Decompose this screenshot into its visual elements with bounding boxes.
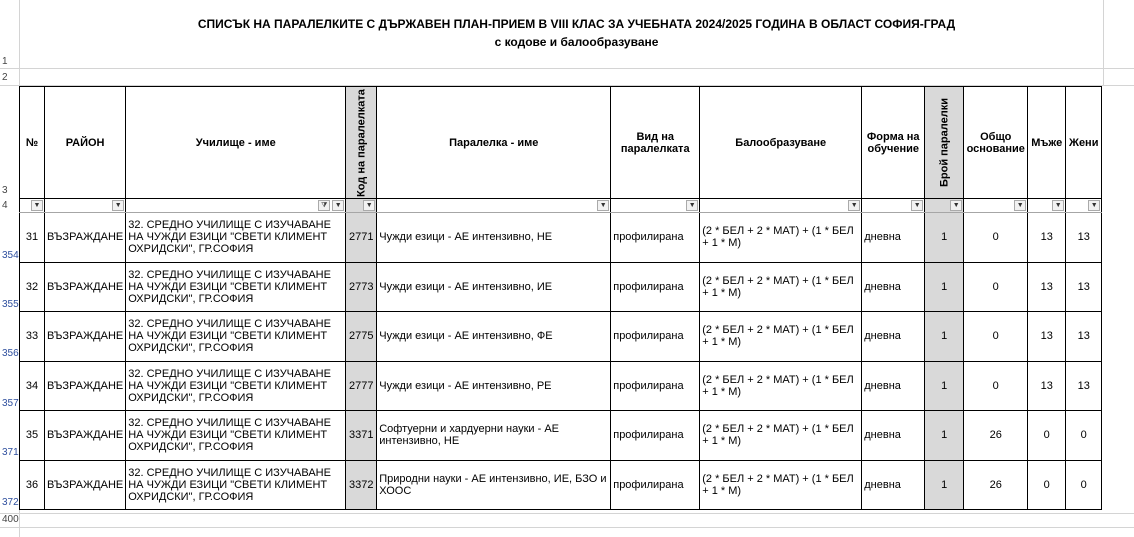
header-school[interactable]: Училище - име [126,87,346,199]
cell-general[interactable]: 0 [964,361,1028,411]
cell-form[interactable]: дневна [862,312,925,362]
cell-count[interactable]: 1 [925,213,964,263]
header-general[interactable]: Общо основание [964,87,1028,199]
cell-general[interactable]: 0 [964,262,1028,312]
header-female[interactable]: Жени [1066,87,1102,199]
filter-dropdown-icon[interactable]: ▼ [597,200,609,211]
filter-cell [925,199,964,213]
cell-type[interactable]: профилирана [611,213,700,263]
cell-class-name[interactable]: Чужди езици - АЕ интензивно, ИЕ [377,262,611,312]
cell-class-name[interactable]: Природни науки - АЕ интензивно, ИЕ, БЗО и ХООС [377,460,611,510]
cell-school[interactable]: 32. СРЕДНО УЧИЛИЩЕ С ИЗУЧАВАНЕ НА ЧУЖДИ ЕЗИЦИ "СВЕТИ КЛИМЕНТ ОХРИДСКИ", ГР.СОФИЯ [126,411,346,461]
cell-no[interactable]: 36 [20,460,45,510]
row-number[interactable]: 355 [2,299,19,310]
row-number[interactable]: 354 [2,250,19,261]
cell-female[interactable]: 13 [1066,312,1102,362]
filter-dropdown-icon[interactable]: ▼ [950,200,962,211]
filter-row [20,199,1102,213]
filter-cell [1028,199,1066,213]
cell-school[interactable]: 32. СРЕДНО УЧИЛИЩЕ С ИЗУЧАВАНЕ НА ЧУЖДИ ЕЗИЦИ "СВЕТИ КЛИМЕНТ ОХРИДСКИ", ГР.СОФИЯ [126,460,346,510]
gridline [0,513,1134,514]
filter-dropdown-icon[interactable]: ▼ [1052,200,1064,211]
cell-male[interactable]: 13 [1028,213,1066,263]
cell-district[interactable]: ВЪЗРАЖДАНЕ [45,213,126,263]
filter-dropdown-icon[interactable]: ▼ [1014,200,1026,211]
cell-district[interactable]: ВЪЗРАЖДАНЕ [45,361,126,411]
filter-cell [126,199,346,213]
cell-female[interactable]: 13 [1066,213,1102,263]
filter-cell [964,199,1028,213]
cell-general[interactable]: 0 [964,312,1028,362]
header-type[interactable]: Вид на паралелката [611,87,700,199]
cell-form[interactable]: дневна [862,262,925,312]
cell-count[interactable]: 1 [925,411,964,461]
cell-no[interactable]: 33 [20,312,45,362]
header-district[interactable]: РАЙОН [45,87,126,199]
cell-male[interactable]: 13 [1028,262,1066,312]
filter-cell [45,199,126,213]
cell-form[interactable]: дневна [862,361,925,411]
cell-general[interactable]: 0 [964,213,1028,263]
filter-cell [862,199,925,213]
cell-male[interactable]: 13 [1028,361,1066,411]
cell-female[interactable]: 0 [1066,460,1102,510]
cell-scoring[interactable]: (2 * БЕЛ + 2 * МАТ) + (1 * БЕЛ + 1 * М) [700,312,862,362]
cell-form[interactable]: дневна [862,411,925,461]
cell-school[interactable]: 32. СРЕДНО УЧИЛИЩЕ С ИЗУЧАВАНЕ НА ЧУЖДИ ЕЗИЦИ "СВЕТИ КЛИМЕНТ ОХРИДСКИ", ГР.СОФИЯ [126,262,346,312]
cell-district[interactable]: ВЪЗРАЖДАНЕ [45,262,126,312]
row-number[interactable]: 372 [2,497,19,508]
cell-form[interactable]: дневна [862,460,925,510]
header-count[interactable] [925,87,964,199]
cell-male[interactable]: 13 [1028,312,1066,362]
data-table [19,86,1102,510]
filter-dropdown-icon[interactable]: ▼ [31,200,43,211]
row-number[interactable]: 356 [2,348,19,359]
filter-cell [20,199,45,213]
cell-code[interactable]: 3371 [346,411,377,461]
cell-count[interactable]: 1 [925,312,964,362]
cell-scoring[interactable]: (2 * БЕЛ + 2 * МАТ) + (1 * БЕЛ + 1 * М) [700,262,862,312]
filter-dropdown-icon[interactable]: ▼ [363,200,375,211]
filter-cell [1066,199,1102,213]
cell-class-name[interactable]: Чужди езици - АЕ интензивно, НЕ [377,213,611,263]
cell-female[interactable]: 13 [1066,361,1102,411]
cell-code[interactable]: 2773 [346,262,377,312]
cell-general[interactable]: 26 [964,411,1028,461]
table-row [20,312,1102,362]
table-row [20,460,1102,510]
row-number[interactable]: 4 [2,200,8,211]
gridline [0,527,1134,528]
cell-district[interactable]: ВЪЗРАЖДАНЕ [45,411,126,461]
cell-class-name[interactable]: Софтуерни и хардуерни науки - АЕ интензивно, НЕ [377,411,611,461]
cell-female[interactable]: 0 [1066,411,1102,461]
filter-dropdown-icon[interactable]: ▼ [848,200,860,211]
gridline [0,68,1134,69]
cell-type[interactable]: профилирана [611,262,700,312]
cell-type[interactable]: профилирана [611,312,700,362]
cell-district[interactable]: ВЪЗРАЖДАНЕ [45,312,126,362]
cell-type[interactable]: профилирана [611,460,700,510]
header-form[interactable]: Форма на обучение [862,87,925,199]
header-male[interactable]: Мъже [1028,87,1066,199]
cell-scoring[interactable]: (2 * БЕЛ + 2 * МАТ) + (1 * БЕЛ + 1 * М) [700,460,862,510]
header-code[interactable] [346,87,377,199]
filter-funnel-icon[interactable]: ⧩ [318,200,330,211]
sheet-subtitle: с кодове и балообразуване [494,35,659,49]
cell-count[interactable]: 1 [925,361,964,411]
filter-dropdown-icon[interactable]: ▼ [332,200,344,211]
header-code-label: Код на паралелката [355,88,368,197]
filter-dropdown-icon[interactable]: ▼ [1088,200,1100,211]
row-number[interactable]: 400 [2,514,19,525]
cell-type[interactable]: профилирана [611,411,700,461]
cell-count[interactable]: 1 [925,460,964,510]
cell-school[interactable]: 32. СРЕДНО УЧИЛИЩЕ С ИЗУЧАВАНЕ НА ЧУЖДИ ЕЗИЦИ "СВЕТИ КЛИМЕНТ ОХРИДСКИ", ГР.СОФИЯ [126,361,346,411]
cell-scoring[interactable]: (2 * БЕЛ + 2 * МАТ) + (1 * БЕЛ + 1 * М) [700,213,862,263]
row-number[interactable]: 371 [2,447,19,458]
table-row [20,262,1102,312]
table-row [20,411,1102,461]
row-number[interactable]: 357 [2,398,19,409]
cell-form[interactable]: дневна [862,213,925,263]
header-count-label: Брой паралелки [938,98,951,187]
cell-no[interactable]: 31 [20,213,45,263]
cell-code[interactable]: 2775 [346,312,377,362]
filter-cell [700,199,862,213]
cell-scoring[interactable]: (2 * БЕЛ + 2 * МАТ) + (1 * БЕЛ + 1 * М) [700,411,862,461]
cell-male[interactable]: 0 [1028,411,1066,461]
cell-code[interactable]: 3372 [346,460,377,510]
table-row [20,361,1102,411]
header-scoring[interactable]: Балообразуване [700,87,862,199]
filter-dropdown-icon[interactable]: ▼ [911,200,923,211]
row-number[interactable]: 3 [2,185,8,196]
cell-female[interactable]: 13 [1066,262,1102,312]
header-row [20,87,1102,199]
cell-general[interactable]: 26 [964,460,1028,510]
row-number[interactable]: 2 [2,72,8,83]
cell-no[interactable]: 32 [20,262,45,312]
filter-cell [611,199,700,213]
cell-class-name[interactable]: Чужди езици - АЕ интензивно, РЕ [377,361,611,411]
filter-cell [377,199,611,213]
filter-dropdown-icon[interactable]: ▼ [112,200,124,211]
cell-no[interactable]: 34 [20,361,45,411]
sheet-title: СПИСЪК НА ПАРАЛЕЛКИТЕ С ДЪРЖАВЕН ПЛАН-ПРИЕМ В VIII КЛАС ЗА УЧЕБНАТА 2024/2025 ГОДИНА В ОБЛАСТ СОФИЯ-ГРАД [197,17,956,31]
cell-school[interactable]: 32. СРЕДНО УЧИЛИЩЕ С ИЗУЧАВАНЕ НА ЧУЖДИ ЕЗИЦИ "СВЕТИ КЛИМЕНТ ОХРИДСКИ", ГР.СОФИЯ [126,312,346,362]
cell-type[interactable]: профилирана [611,361,700,411]
table-row [20,213,1102,263]
filter-dropdown-icon[interactable]: ▼ [686,200,698,211]
filter-cell [346,199,377,213]
cell-code[interactable]: 2771 [346,213,377,263]
cell-male[interactable]: 0 [1028,460,1066,510]
cell-school[interactable]: 32. СРЕДНО УЧИЛИЩЕ С ИЗУЧАВАНЕ НА ЧУЖДИ ЕЗИЦИ "СВЕТИ КЛИМЕНТ ОХРИДСКИ", ГР.СОФИЯ [126,213,346,263]
row-number[interactable]: 1 [2,56,8,67]
cell-district[interactable]: ВЪЗРАЖДАНЕ [45,460,126,510]
cell-code[interactable]: 2777 [346,361,377,411]
cell-no[interactable]: 35 [20,411,45,461]
cell-class-name[interactable]: Чужди езици - АЕ интензивно, ФЕ [377,312,611,362]
cell-count[interactable]: 1 [925,262,964,312]
header-class-name[interactable]: Паралелка - име [377,87,611,199]
cell-scoring[interactable]: (2 * БЕЛ + 2 * МАТ) + (1 * БЕЛ + 1 * М) [700,361,862,411]
header-no[interactable]: № [20,87,45,199]
